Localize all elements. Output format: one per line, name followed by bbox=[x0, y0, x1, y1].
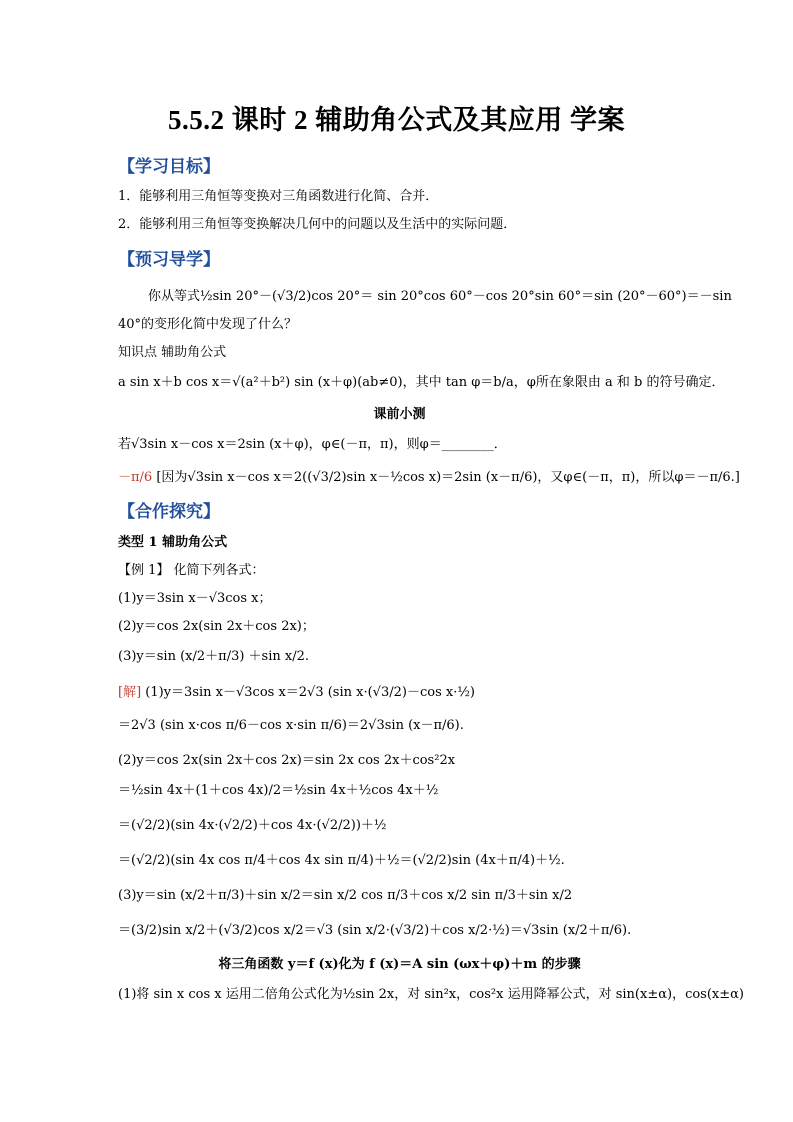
page-title: 5.5.2 课时 2 辅助角公式及其应用 学案 bbox=[168, 105, 625, 135]
example-1 bbox=[118, 561, 681, 581]
example-label: 【例 1】 bbox=[118, 563, 170, 578]
solution-line-4: ＝½sin 4x＋(1＋cos 4x)/2＝½sin 4x＋½cos 4x＋½ bbox=[118, 783, 439, 798]
example-item-1: (1)y＝3sin x－√3cos x； bbox=[118, 591, 272, 606]
preview-question-line2: 40°的变形化简中发现了什么？ bbox=[118, 317, 298, 332]
quiz-heading: 课前小测 bbox=[373, 407, 426, 422]
steps-heading: 将三角函数 y＝f (x)化为 f (x)＝A sin (ωx＋φ)＋m 的步骤 bbox=[218, 957, 581, 972]
section-learning-objectives: 【学习目标】 bbox=[118, 157, 220, 177]
objective-1: 1．能够利用三角恒等变换对三角函数进行化简、合并． bbox=[118, 189, 439, 204]
auxiliary-angle-formula: a sin x＋b cos x＝√(a²＋b²) sin (x＋φ)(ab≠0)，其中 tan φ＝b/a，φ所在象限由 a 和 b 的符号确定． bbox=[118, 375, 725, 390]
example-text: 化简下列各式： bbox=[169, 563, 265, 578]
quiz-answer bbox=[118, 468, 740, 488]
solution-line-3: (2)y＝cos 2x(sin 2x＋cos 2x)＝sin 2x cos 2x＋cos²2x bbox=[118, 753, 456, 768]
solution-line-2: ＝2√3 (sin x·cos π/6－cos x·sin π/6)＝2√3sin (x－π/6). bbox=[118, 718, 464, 733]
solution-line-1 bbox=[118, 683, 681, 703]
objective-2: 2．能够利用三角恒等变换解决几何中的问题以及生活中的实际问题． bbox=[118, 217, 517, 232]
quiz-answer-value: －π/6 bbox=[118, 470, 153, 485]
solution-label: [解] bbox=[118, 685, 142, 700]
solution-line-5: ＝(√2/2)(sin 4x·(√2/2)＋cos 4x·(√2/2))＋½ bbox=[118, 818, 387, 833]
example-item-3: (3)y＝sin (x/2＋π/3) ＋sin x/2. bbox=[118, 649, 309, 664]
example-item-2: (2)y＝cos 2x(sin 2x＋cos 2x)； bbox=[118, 619, 315, 634]
solution-line-7: (3)y＝sin (x/2＋π/3)＋sin x/2＝sin x/2 cos π/3＋cos x/2 sin π/3＋sin x/2 bbox=[118, 888, 573, 903]
solution-line-8: ＝(3/2)sin x/2＋(√3/2)cos x/2＝√3 (sin x/2·(√3/2)＋cos x/2·½)＝√3sin (x/2＋π/6). bbox=[118, 923, 632, 938]
section-preview-guide: 【预习导学】 bbox=[118, 250, 220, 270]
type1-heading: 类型 1 辅助角公式 bbox=[118, 535, 228, 550]
quiz-answer-explanation: [因为√3sin x－cos x＝2((√3/2)sin x－½cos x)＝2sin (x－π/6)，又φ∈(－π，π)，所以φ＝－π/6.] bbox=[152, 470, 740, 485]
section-cooperative-exploration: 【合作探究】 bbox=[118, 502, 220, 522]
solution-text-1: (1)y＝3sin x－√3cos x＝2√3 (sin x·(√3/2)－cos x·½) bbox=[141, 685, 476, 700]
quiz-question: 若√3sin x－cos x＝2sin (x＋φ)，φ∈(－π，π)，则φ＝________． bbox=[118, 437, 507, 452]
knowledge-point-heading: 知识点 辅助角公式 bbox=[118, 345, 227, 360]
steps-line-1: (1)将 sin x cos x 运用二倍角公式化为½sin 2x，对 sin²x，cos²x 运用降幂公式，对 sin(x±α)，cos(x±α) bbox=[118, 987, 744, 1002]
solution-line-6: ＝(√2/2)(sin 4x cos π/4＋cos 4x sin π/4)＋½＝(√2/2)sin (4x＋π/4)＋½. bbox=[118, 853, 565, 868]
preview-question-line1: 你从等式½sin 20°－(√3/2)cos 20°＝ sin 20°cos 60°－cos 20°sin 60°＝sin (20°－60°)＝－sin bbox=[148, 289, 732, 304]
